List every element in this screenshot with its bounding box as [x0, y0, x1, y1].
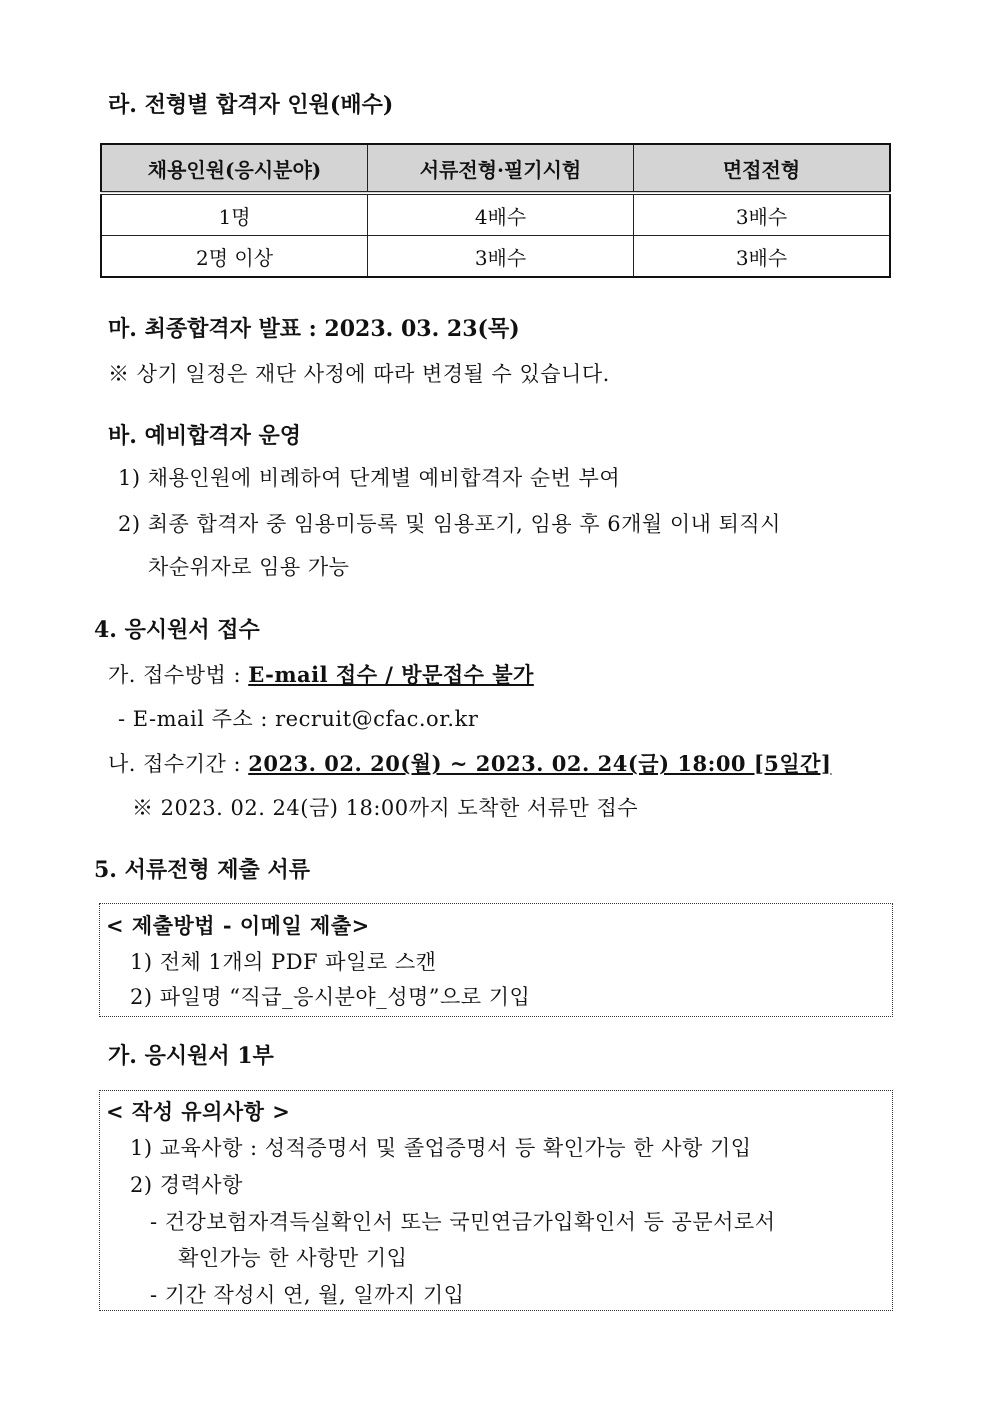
submission-method-value: E-mail 접수 / 방문접수 불가 — [248, 662, 534, 687]
section-ba-title: 바. 예비합격자 운영 — [108, 423, 301, 449]
table-cell: 3배수 — [368, 236, 634, 278]
table-cell: 1명 — [101, 193, 368, 236]
submission-period-label: 나. 접수기간 : — [108, 752, 249, 776]
table-cell: 3배수 — [634, 193, 891, 236]
section-ra-title: 라. 전형별 합격자 인원(배수) — [108, 92, 394, 118]
table-row — [101, 193, 890, 236]
box2-sub-1-line2: 확인가능 한 사항만 기입 — [178, 1246, 408, 1270]
submission-method-label: 가. 접수방법 : — [108, 663, 249, 687]
table-cell: 2명 이상 — [101, 236, 368, 278]
box1-item-2: 2) 파일명 “직급_응시분야_성명”으로 기입 — [130, 985, 531, 1009]
submission-period-value: 2023. 02. 20(월) ~ 2023. 02. 24(금) 18:00 [5일간] — [248, 751, 832, 776]
reserve-item-1: 1) 채용인원에 비례하여 단계별 예비합격자 순번 부여 — [118, 466, 621, 490]
box1-title: < 제출방법 - 이메일 제출> — [106, 913, 370, 938]
reserve-item-2-line1: 2) 최종 합격자 중 임용미등록 및 임용포기, 임용 후 6개월 이내 퇴직시 — [118, 512, 781, 536]
schedule-note: ※ 상기 일정은 재단 사정에 따라 변경될 수 있습니다. — [108, 362, 610, 386]
box1-item-1: 1) 전체 1개의 PDF 파일로 스캔 — [130, 950, 437, 974]
submission-period-note: ※ 2023. 02. 24(금) 18:00까지 도착한 서류만 접수 — [132, 796, 639, 820]
box2-item-2: 2) 경력사항 — [130, 1173, 243, 1197]
selection-ratio-table — [100, 143, 891, 278]
table-row — [101, 236, 890, 278]
submission-period — [108, 748, 831, 778]
table-cell: 4배수 — [368, 193, 634, 236]
reserve-item-2-line2: 차순위자로 임용 가능 — [148, 555, 350, 579]
box2-title: < 작성 유의사항 > — [106, 1099, 291, 1124]
table-header: 면접전형 — [634, 144, 891, 193]
table-header: 채용인원(응시분야) — [101, 144, 368, 193]
email-address: - E-mail 주소 : recruit@cfac.or.kr — [118, 707, 479, 731]
submission-method — [108, 659, 534, 689]
box2-sub-2: - 기간 작성시 연, 월, 일까지 기입 — [150, 1283, 465, 1307]
box2-sub-1-line1: - 건강보험자격득실확인서 또는 국민연금가입확인서 등 공문서로서 — [150, 1210, 776, 1234]
section-ma-title: 마. 최종합격자 발표 : 2023. 03. 23(목) — [108, 316, 520, 342]
section-5-title: 5. 서류전형 제출 서류 — [94, 857, 310, 883]
table-header: 서류전형·필기시험 — [368, 144, 634, 193]
application-form-title: 가. 응시원서 1부 — [108, 1043, 274, 1069]
box2-item-1: 1) 교육사항 : 성적증명서 및 졸업증명서 등 확인가능 한 사항 기입 — [130, 1136, 752, 1160]
table-cell: 3배수 — [634, 236, 891, 278]
section-4-title: 4. 응시원서 접수 — [94, 617, 260, 643]
table-header-row — [101, 144, 890, 193]
